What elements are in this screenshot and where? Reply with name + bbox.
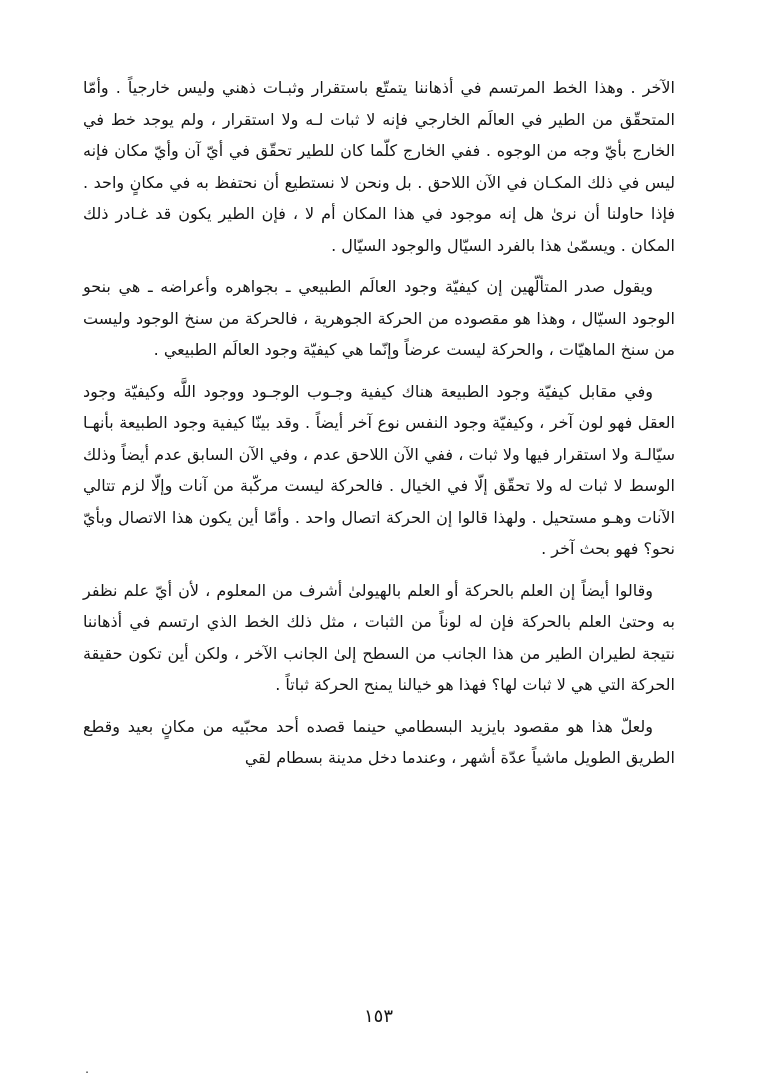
paragraph: الآخر . وهذا الخط المرتسم في أذهاننا يتمتّع باستقرار وثبـات ذهني وليس خارجياً . وأمّا المتحقّق من الطير في العالَم الخارجي فإنه لا ثبات لـه ولا استقرار ، ولم يوجد خط في الخارج بأيّ وجه من الوجوه . ففي الخارج كلّما كان للطير تحقّق في أيّ آن وأيّ مكان فإنه ليس في ذلك المكـان في الآن اللاحق . بل ونحن لا نستطيع أن نحتفظ به في مكانٍ واحد . فإذا حاولنا أن نرىٰ هل إنه موجود في هذا المكان أم لا ، فإن الطير يكون قد غـادر ذلك المكان . ويسمّىٰ هذا بالفرد السيّال والوجود السيّال . [83, 78, 675, 255]
paragraph: ولعلّ هذا هو مقصود بايزيد البسطامي حينما قصده أحد محبّيه من مكانٍ بعيد وقطع الطريق الطويل ماشياً عدّة أشهر ، وعندما دخل مدينة بسطام لقي [83, 716, 675, 767]
paragraph: وفي مقابل كيفيّة وجود الطبيعة هناك كيفية وجـوب الوجـود ووجود اللَّه وكيفيّة وجود العقل فهو لون آخر ، وكيفيّة وجود النفس نوع آخر أيضاً . وقد بينّا كيفية وجود الطبيعة بأنهـا سيّالـة ولا استقرار فيها ولا ثبات ، ففي الآن اللاحق عدم ، وفي الآن السابق عدم أيضاً وذلك الوسط لا ثبات له ولا تحقّق إلّا في الخيال . فالحركة ليست مركّبة من آنات وإلّا لزم تتالي الآنات وهـو مستحيل . ولهذا قالوا إن الحركة اتصال واحد . وأمّا أين يكون هذا الاتصال وبأيّ نحو؟ فهو بحث آخر . [83, 381, 675, 558]
paragraph: وقالوا أيضاً إن العلم بالحركة أو العلم بالهيولىٰ أشرف من المعلوم ، لأن أيّ علم نظفر به وحتىٰ العلم بالحركة فإن له لوناً من الثبات ، مثل ذلك الخط الذي ارتسم في أذهاننا نتيجة لطيران الطير من هذا الجانب من السطح إلىٰ الجانب الآخر ، ولكن أين تكون حقيقة الحركة التي هي لا ثبات لها؟ فهذا هو خيالنا يمنح الحركة ثباتاً . [83, 580, 675, 694]
paragraph: ويقول صدر المتألّهين إن كيفيّة وجود العالَم الطبيعي ـ بجواهره وأعراضه ـ هي بنحو الوجود السيّال ، وهذا هو مقصوده من الحركة الجوهرية ، فالحركة من سنخ الوجود وليست من سنخ الماهيّات ، والحركة ليست عرضاً وإنّما هي كيفيّة وجود العالَم الطبيعي . [83, 277, 675, 359]
print-artifact-dot: . [85, 1062, 89, 1076]
body-text [83, 72, 675, 784]
page-number: ١٥٣ [363, 1006, 393, 1027]
